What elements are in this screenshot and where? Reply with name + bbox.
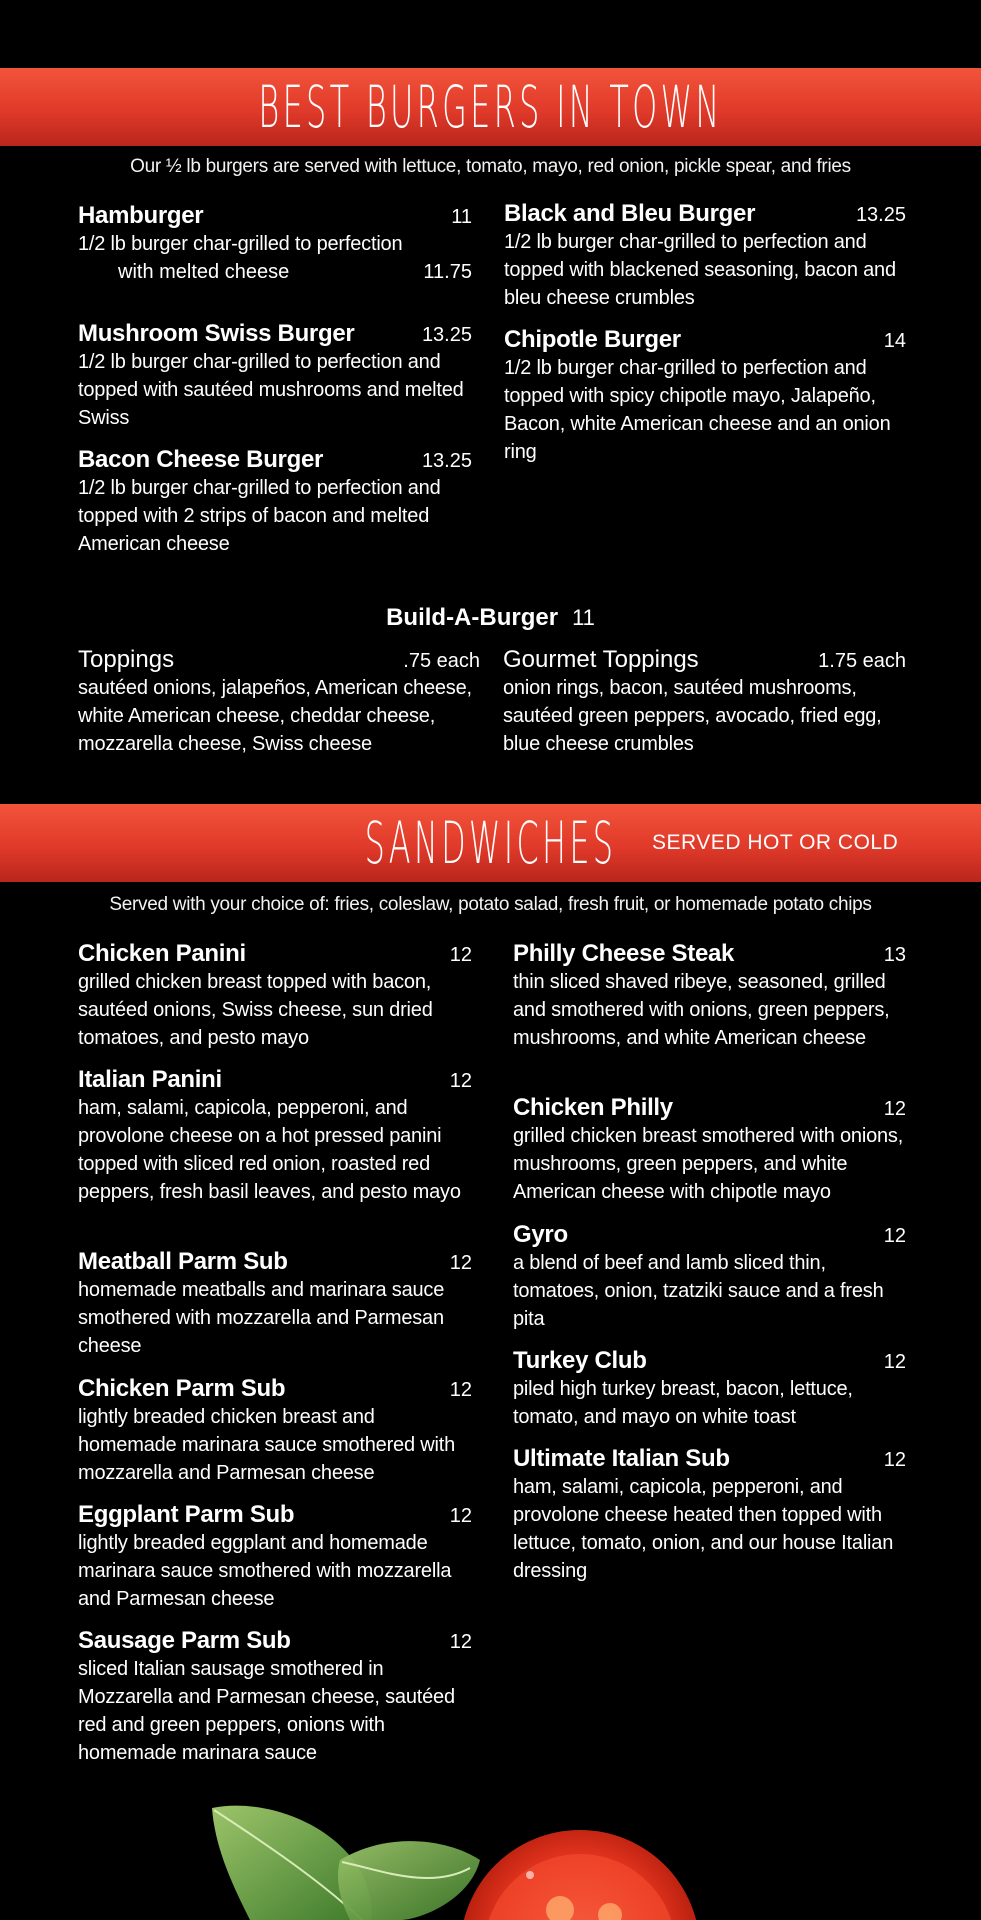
item-price: 12 <box>883 1351 906 1373</box>
item-description: homemade meatballs and marinara sauce smothered with mozzarella and Parmesan cheese <box>78 1279 445 1357</box>
item-name: Chicken Panini <box>78 940 246 967</box>
item-price: 13.25 <box>855 204 906 226</box>
item-name: Sausage Parm Sub <box>78 1627 291 1654</box>
item-description: grilled chicken breast topped with bacon, sautéed onions, Swiss cheese, sun dried tomatoes, and pesto mayo <box>78 971 433 1049</box>
item-description: 1/2 lb burger char-grilled to perfection and topped with 2 strips of bacon and melted American cheese <box>78 477 441 555</box>
toppings-list: sautéed onions, jalapeños, American cheese, white American cheese, cheddar cheese, mozzarella cheese, Swiss cheese <box>78 677 472 755</box>
sandwiches-intro: Served with your choice of: fries, coleslaw, potato salad, fresh fruit, or homemade potato chips <box>109 894 872 915</box>
menu-item-philly-cheese-steak <box>513 940 906 1052</box>
build-a-burger <box>0 604 981 632</box>
toppings-block <box>78 646 480 758</box>
item-description: thin sliced shaved ribeye, seasoned, grilled and smothered with onions, green peppers, mushrooms, and white American cheese <box>513 971 890 1049</box>
tomato-slice-icon <box>460 1830 700 1920</box>
menu-item-chicken-parm-sub <box>78 1375 472 1487</box>
item-price: 11 <box>451 206 472 228</box>
menu-item-turkey-club <box>513 1347 906 1431</box>
item-name: Chicken Parm Sub <box>78 1375 286 1402</box>
burgers-title: BEST BURGERS IN TOWN <box>258 73 723 141</box>
toppings-title: Toppings <box>78 646 175 673</box>
item-name: Italian Panini <box>78 1066 222 1093</box>
burgers-intro: Our ½ lb burgers are served with lettuce, tomato, mayo, red onion, pickle spear, and fries <box>130 156 851 177</box>
variant-price: 11.75 <box>423 261 472 283</box>
item-description: ham, salami, capicola, pepperoni, and provolone cheese on a hot pressed panini topped with sliced red onion, roasted red peppers, fresh basil leaves, and pesto mayo <box>78 1097 461 1203</box>
item-name: Mushroom Swiss Burger <box>78 320 355 347</box>
menu-item-chicken-philly <box>513 1094 906 1206</box>
menu-item-eggplant-parm-sub <box>78 1501 472 1613</box>
item-description: piled high turkey breast, bacon, lettuce, tomato, and mayo on white toast <box>513 1378 853 1428</box>
item-price: 12 <box>449 1070 472 1092</box>
item-description: lightly breaded eggplant and homemade marinara sauce smothered with mozzarella and Parmesan cheese <box>78 1532 452 1610</box>
menu-item-bacon-cheese-burger <box>78 446 472 558</box>
build-a-burger-price: 11 <box>572 605 595 630</box>
item-price: 12 <box>449 1631 472 1653</box>
item-description: sliced Italian sausage smothered in Mozzarella and Parmesan cheese, sautéed red and green peppers, onions with homemade marinara sauce <box>78 1658 455 1764</box>
gourmet-toppings-price: 1.75 each <box>818 650 906 672</box>
item-name: Ultimate Italian Sub <box>513 1445 730 1472</box>
item-price: 12 <box>449 1252 472 1274</box>
item-price: 14 <box>883 330 906 352</box>
item-price: 12 <box>883 1449 906 1471</box>
sandwiches-subtitle: SERVED HOT OR COLD <box>652 831 899 854</box>
basil-leaf-icon <box>212 1806 480 1920</box>
build-a-burger-name: Build-A-Burger <box>386 604 559 631</box>
food-decoration <box>0 1800 981 1920</box>
sandwiches-banner <box>0 804 981 882</box>
item-description: lightly breaded chicken breast and homemade marinara sauce smothered with mozzarella and Parmesan cheese <box>78 1406 456 1484</box>
burgers-banner <box>0 68 981 146</box>
item-name: Hamburger <box>78 202 204 229</box>
item-price: 12 <box>449 1505 472 1527</box>
item-description: ham, salami, capicola, pepperoni, and provolone cheese heated then topped with lettuce, tomato, onion, and our house Italian dressing <box>513 1476 894 1582</box>
gourmet-toppings-title: Gourmet Toppings <box>503 646 699 673</box>
item-description: grilled chicken breast smothered with onions, mushrooms, green peppers, and white American cheese with chipotle mayo <box>513 1125 904 1203</box>
menu-item-sausage-parm-sub <box>78 1627 472 1767</box>
item-variant <box>78 258 472 286</box>
item-name: Meatball Parm Sub <box>78 1248 288 1275</box>
item-price: 12 <box>449 1379 472 1401</box>
menu-item-chipotle-burger <box>504 326 906 466</box>
item-description: 1/2 lb burger char-grilled to perfection and topped with sautéed mushrooms and melted Swiss <box>78 351 464 429</box>
gourmet-toppings-list: onion rings, bacon, sautéed mushrooms, sautéed green peppers, avocado, fried egg, blue cheese crumbles <box>503 677 882 755</box>
menu-item-italian-panini <box>78 1066 472 1206</box>
item-name: Black and Bleu Burger <box>504 200 756 227</box>
item-name: Eggplant Parm Sub <box>78 1501 295 1528</box>
sandwiches-title: SANDWICHES <box>364 809 617 877</box>
item-name: Turkey Club <box>513 1347 647 1374</box>
gourmet-toppings-block <box>503 646 906 758</box>
toppings-price: .75 each <box>403 650 480 672</box>
item-price: 13.25 <box>421 324 472 346</box>
item-name: Philly Cheese Steak <box>513 940 735 967</box>
item-description: 1/2 lb burger char-grilled to perfection <box>78 233 403 255</box>
menu-item-hamburger <box>78 202 472 286</box>
menu-item-gyro <box>513 1221 906 1333</box>
menu-item-black-and-bleu-burger <box>504 200 906 312</box>
item-price: 12 <box>449 944 472 966</box>
menu-item-ultimate-italian-sub <box>513 1445 906 1585</box>
item-name: Chicken Philly <box>513 1094 673 1121</box>
item-price: 13 <box>883 944 906 966</box>
variant-label: with melted cheese <box>118 261 290 283</box>
item-price: 12 <box>883 1225 906 1247</box>
item-description: a blend of beef and lamb sliced thin, tomatoes, onion, tzatziki sauce and a fresh pita <box>513 1252 884 1330</box>
item-description: 1/2 lb burger char-grilled to perfection and topped with blackened seasoning, bacon and bleu cheese crumbles <box>504 231 896 309</box>
menu-item-chicken-panini <box>78 940 472 1052</box>
item-name: Gyro <box>513 1221 568 1248</box>
item-name: Bacon Cheese Burger <box>78 446 324 473</box>
item-price: 12 <box>883 1098 906 1120</box>
item-name: Chipotle Burger <box>504 326 681 353</box>
menu-item-mushroom-swiss-burger <box>78 320 472 432</box>
item-price: 13.25 <box>421 450 472 472</box>
menu-item-meatball-parm-sub <box>78 1248 472 1360</box>
item-description: 1/2 lb burger char-grilled to perfection and topped with spicy chipotle mayo, Jalapeño, Bacon, white American cheese and an onion ring <box>504 357 891 463</box>
